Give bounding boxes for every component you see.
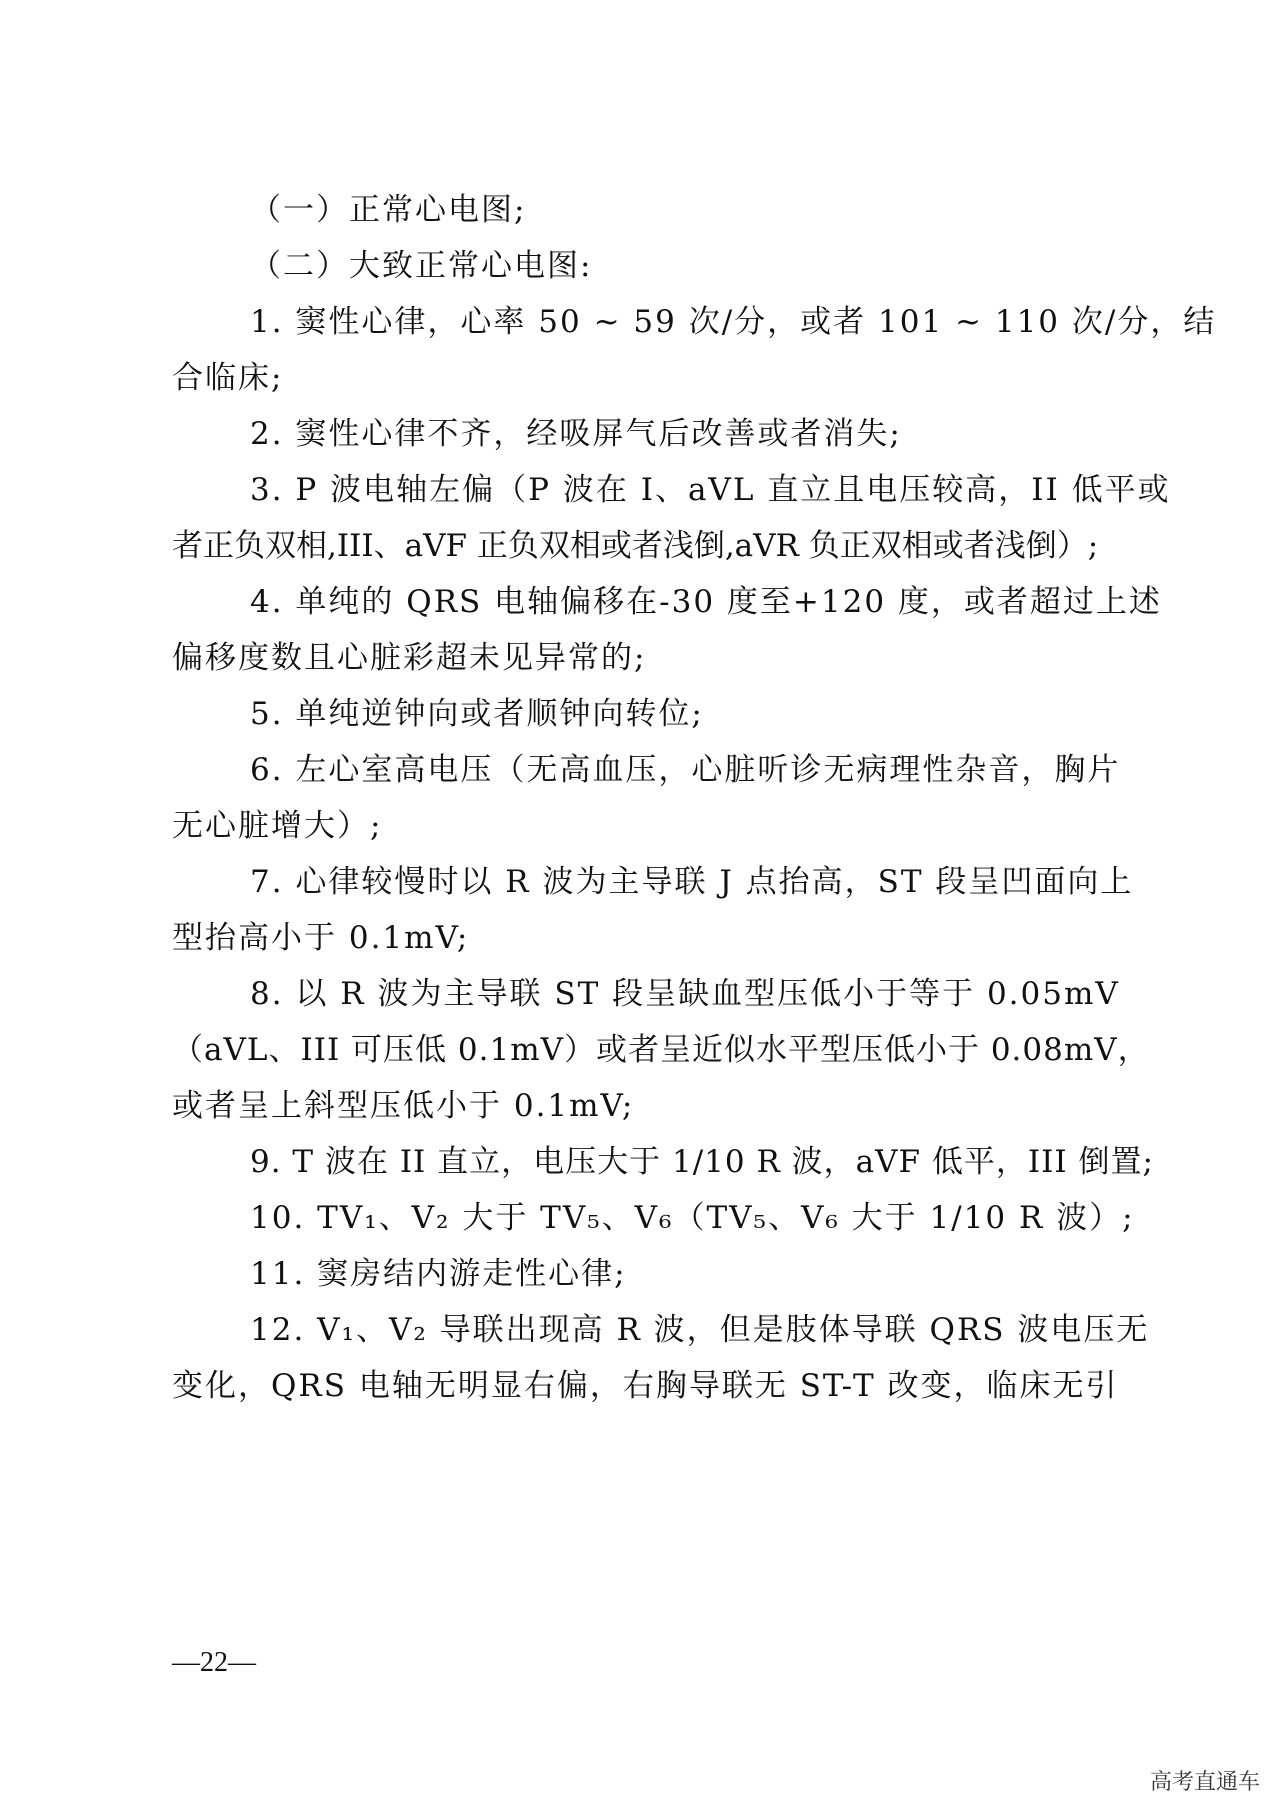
text-line: 合临床; bbox=[172, 360, 284, 396]
text-line: 3. P 波电轴左偏（P 波在 I、aVL 直立且电压较高，II 低平或 bbox=[250, 472, 1171, 508]
watermark: 高考直通车 bbox=[1149, 1770, 1260, 1795]
text-line: 偏移度数且心脏彩超未见异常的; bbox=[172, 640, 647, 676]
text-line: （一）正常心电图; bbox=[250, 192, 527, 228]
text-line: （二）大致正常心电图: bbox=[250, 248, 593, 284]
text-line: 10. TV₁、V₂ 大于 TV₅、V₆（TV₅、V₆ 大于 1/10 R 波）; bbox=[250, 1200, 1135, 1236]
text-line: 11. 窦房结内游走性心律; bbox=[250, 1256, 627, 1292]
text-line: （aVL、III 可压低 0.1mV）或者呈近似水平型压低小于 0.08mV， bbox=[172, 1032, 1150, 1068]
text-line: 6. 左心室高电压（无高血压，心脏听诊无病理性杂音，胸片 bbox=[250, 752, 1121, 788]
text-line: 12. V₁、V₂ 导联出现高 R 波，但是肢体导联 QRS 波电压无 bbox=[250, 1312, 1150, 1348]
text-line: 无心脏增大）; bbox=[172, 808, 383, 844]
text-line: 2. 窦性心律不齐，经吸屏气后改善或者消失; bbox=[250, 416, 902, 452]
text-line: 9. T 波在 II 直立，电压大于 1/10 R 波，aVF 低平，III 倒置; bbox=[250, 1144, 1154, 1180]
text-line: 5. 单纯逆钟向或者顺钟向转位; bbox=[250, 696, 704, 732]
text-line: 变化，QRS 电轴无明显右偏，右胸导联无 ST-T 改变，临床无引 bbox=[172, 1368, 1119, 1404]
text-line: 型抬高小于 0.1mV; bbox=[172, 920, 470, 956]
page-number: —22— bbox=[172, 1647, 256, 1678]
text-line: 8. 以 R 波为主导联 ST 段呈缺血型压低小于等于 0.05mV bbox=[250, 976, 1120, 1012]
text-line: 4. 单纯的 QRS 电轴偏移在-30 度至+120 度，或者超过上述 bbox=[250, 584, 1162, 620]
text-line: 者正负双相,III、aVF 正负双相或者浅倒,aVR 负正双相或者浅倒）; bbox=[172, 528, 1099, 564]
text-line: 或者呈上斜型压低小于 0.1mV; bbox=[172, 1088, 635, 1124]
text-line: 7. 心律较慢时以 R 波为主导联 J 点抬高，ST 段呈凹面向上 bbox=[250, 864, 1134, 900]
text-line: 1. 窦性心律，心率 50 ~ 59 次/分，或者 101 ~ 110 次/分，结 bbox=[250, 304, 1217, 340]
